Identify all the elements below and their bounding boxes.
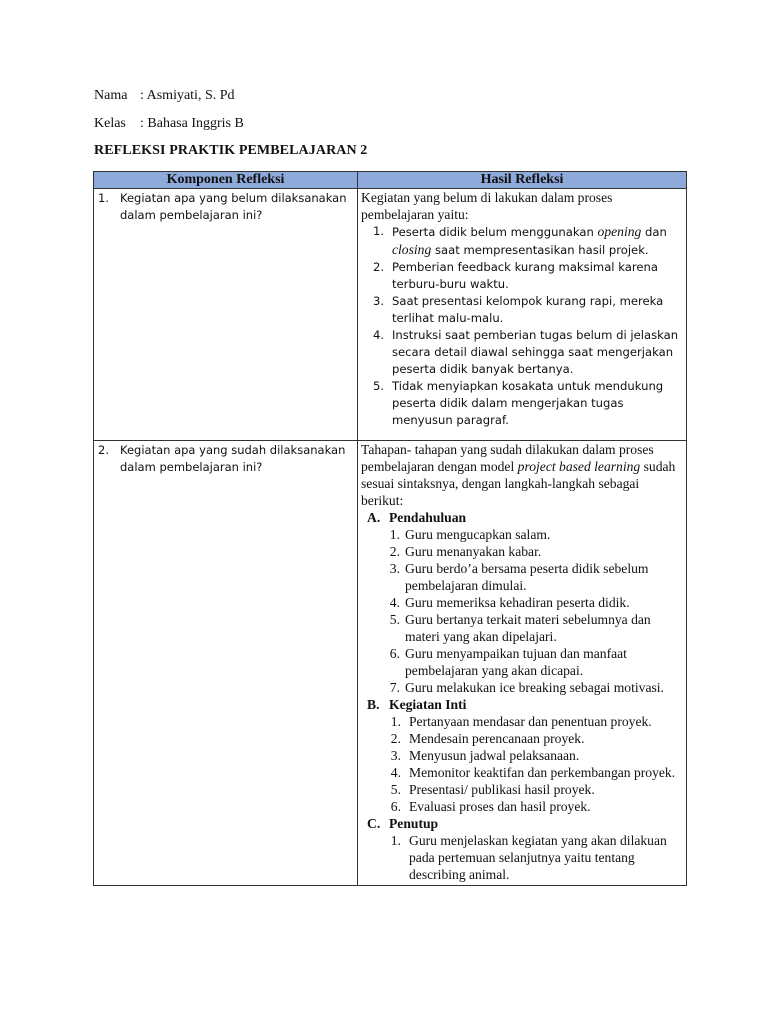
text-segment: saat mempresentasikan hasil projek. (431, 243, 649, 257)
list-item (361, 526, 682, 543)
list-item (361, 645, 682, 679)
nama-line (94, 87, 235, 105)
reflection-table (93, 171, 687, 886)
section-list (361, 832, 682, 883)
list-text: Mendesain perencanaan proyek. (409, 731, 585, 746)
list-text: Guru berdo’a bersama peserta didik sebelum pembelajaran dimulai. (405, 561, 649, 593)
question-cell (94, 441, 358, 886)
section-letter: A. (367, 510, 381, 525)
list-text: Guru mengucapkan salam. (405, 527, 551, 542)
list-text: Presentasi/ publikasi hasil proyek. (409, 782, 595, 797)
list-number: 5. (390, 782, 401, 797)
list-text: Guru menjelaskan kegiatan yang akan dilakuan pada pertemuan selanjutnya yaitu tentang describing animal. (409, 833, 667, 882)
list-number: 3. (389, 561, 400, 576)
list-item (361, 764, 682, 781)
list-text: Guru memeriksa kehadiran peserta didik. (405, 595, 630, 610)
section-heading (361, 815, 682, 832)
list-number: 6. (390, 799, 401, 814)
list-item (361, 798, 682, 815)
question-cell (94, 189, 358, 441)
col-header-komponen: Komponen Refleksi (94, 172, 358, 189)
list-text (388, 223, 682, 259)
table-row (94, 189, 687, 441)
list-item (361, 594, 682, 611)
answer-list (361, 223, 682, 429)
nama-label: Nama (94, 88, 128, 103)
section-list (361, 713, 682, 815)
italic-term: closing (392, 242, 432, 257)
section-title: Kegiatan Inti (389, 697, 467, 712)
italic-term: project based learning (517, 459, 641, 474)
list-text: Guru bertanya terkait materi sebelumnya dan materi yang akan dipelajari. (405, 612, 651, 644)
list-item (361, 747, 682, 764)
list-text: Saat presentasi kelompok kurang rapi, mereka terlihat malu-malu. (392, 294, 664, 325)
question-text: Kegiatan apa yang belum dilaksanakan dalam pembelajaran ini? (120, 191, 347, 222)
list-item (361, 293, 682, 327)
list-number: 4. (390, 765, 401, 780)
list-text: Tidak menyiapkan kosakata untuk mendukung peserta didik dalam mengerjakan tugas menyusun paragraf. (392, 379, 664, 427)
answer-cell (358, 189, 687, 441)
list-item (361, 713, 682, 730)
list-item (361, 543, 682, 560)
list-number: 4. (372, 328, 384, 342)
list-text: Menyusun jadwal pelaksanaan. (409, 748, 580, 763)
text-segment: Tahapan- tahapan yang sudah dilakukan dalam proses pembelajaran dengan model (361, 442, 654, 474)
text-segment: dan (641, 225, 667, 239)
list-text: Pertanyaan mendasar dan penentuan proyek. (409, 714, 652, 729)
list-item (361, 560, 682, 594)
list-number: 2. (389, 544, 400, 559)
list-item (361, 781, 682, 798)
list-item (361, 730, 682, 747)
question-text: Kegiatan apa yang sudah dilaksanakan dalam pembelajaran ini? (120, 443, 346, 474)
list-text: Guru melakukan ice breaking sebagai motivasi. (405, 680, 664, 695)
list-item (361, 223, 682, 259)
list-text: Guru menanyakan kabar. (405, 544, 542, 559)
answer-cell (358, 441, 687, 886)
list-item (361, 327, 682, 378)
list-text: Instruksi saat pemberian tugas belum di jelaskan secara detail diawal sehingga saat mengerjakan peserta didik banyak bertanya. (392, 328, 679, 376)
answer-intro (361, 441, 682, 509)
list-text: Pemberian feedback kurang maksimal karena terburu-buru waktu. (392, 260, 658, 291)
list-number: 5. (389, 612, 400, 627)
nama-value: : Asmiyati, S. Pd (140, 88, 235, 103)
list-number: 7. (389, 680, 400, 695)
list-text: Guru menyampaikan tujuan dan manfaat pembelajaran yang akan dicapai. (405, 646, 627, 678)
section-list (361, 526, 682, 696)
section-letter: C. (367, 816, 381, 831)
list-item (361, 611, 682, 645)
document-title: REFLEKSI PRAKTIK PEMBELAJARAN 2 (94, 143, 368, 158)
list-number: 1. (390, 714, 401, 729)
section-title: Pendahuluan (389, 510, 467, 525)
list-number: 1. (372, 224, 384, 238)
list-item (361, 679, 682, 696)
list-number: 3. (390, 748, 401, 763)
list-number: 3. (372, 294, 384, 308)
text-segment: Peserta didik belum menggunakan (392, 225, 598, 239)
section-letter: B. (367, 697, 380, 712)
list-number: 2. (390, 731, 401, 746)
list-number: 1. (390, 833, 401, 848)
list-number: 1. (389, 527, 400, 542)
kelas-value: : Bahasa Inggris B (140, 116, 244, 131)
col-header-hasil: Hasil Refleksi (358, 172, 687, 189)
text-segment: sudah sesuai sintaksnya, dengan langkah-langkah sebagai berikut: (361, 459, 676, 508)
table-header-row (94, 172, 687, 189)
answer-intro: Kegiatan yang belum di lakukan dalam proses pembelajaran yaitu: (361, 190, 613, 222)
section-title: Penutup (389, 816, 439, 831)
list-number: 5. (372, 379, 384, 393)
list-text: Memonitor keaktifan dan perkembangan proyek. (409, 765, 676, 780)
table-row (94, 441, 687, 886)
list-number: 2. (372, 260, 384, 274)
question-number: 1. (98, 191, 109, 205)
list-item (361, 259, 682, 293)
list-item (361, 378, 682, 429)
list-text: Evaluasi proses dan hasil proyek. (409, 799, 591, 814)
italic-term: opening (597, 224, 642, 239)
section-heading (361, 696, 682, 713)
list-item (361, 832, 682, 883)
list-number: 4. (389, 595, 400, 610)
section-heading (361, 509, 682, 526)
question-number: 2. (98, 443, 109, 457)
list-number: 6. (389, 646, 400, 661)
kelas-label: Kelas (94, 116, 126, 131)
kelas-line (94, 115, 244, 133)
